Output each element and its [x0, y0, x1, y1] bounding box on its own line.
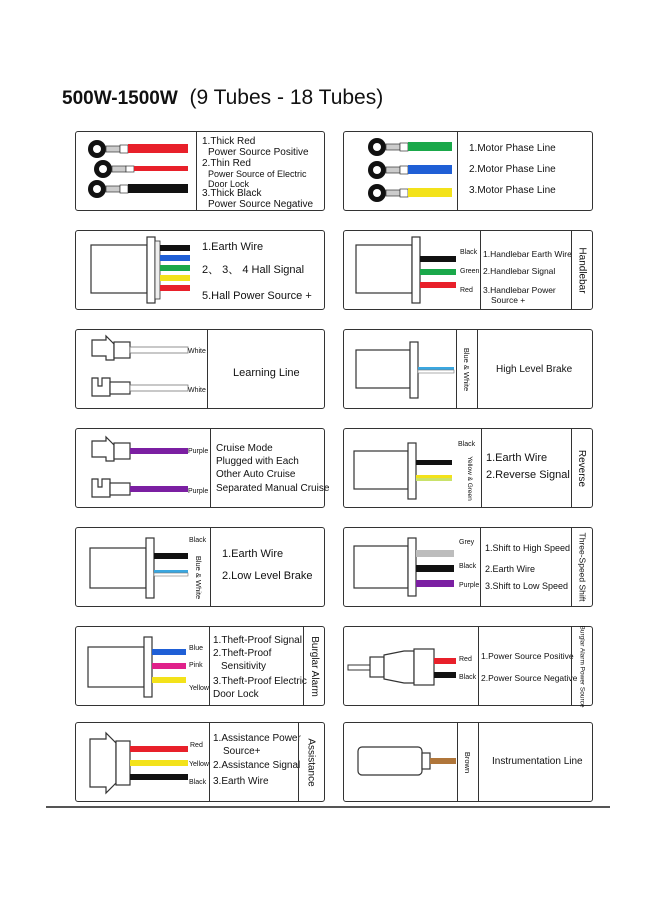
- bottom-rule: [46, 806, 610, 808]
- alarmpower-color-red: Red: [459, 656, 472, 663]
- cruise-label-2: Plugged with Each: [216, 456, 299, 467]
- threespeed-label-1: 1.Shift to High Speed: [485, 543, 571, 553]
- card-assistance: [75, 722, 325, 802]
- title-sub: (9 Tubes - 18 Tubes): [189, 86, 384, 109]
- card-alarm-power: [343, 626, 593, 706]
- card-low-brake: [75, 527, 325, 607]
- wire-white: [130, 385, 188, 391]
- handlebar-label-4: Source +: [491, 295, 526, 305]
- instrument-label: Instrumentation Line: [492, 756, 583, 767]
- wire-green: [420, 269, 456, 275]
- theft-label-5: Door Lock: [213, 689, 259, 700]
- threespeed-color-black: Black: [459, 563, 477, 570]
- card-divider: [457, 132, 458, 210]
- male-plug: [92, 437, 188, 461]
- hall-label-2: 2、 3、 4 Hall Signal: [202, 264, 305, 276]
- theft-color-blue: Blue: [189, 645, 204, 652]
- alarmpower-side-label: [572, 624, 592, 708]
- card-divider: [477, 330, 478, 408]
- theft-color-pink: Pink: [189, 662, 203, 669]
- reverse-side-text: Reverse: [576, 449, 588, 487]
- wire-white: [154, 573, 188, 576]
- theft-label-2: 2.Theft-Proof: [213, 648, 272, 659]
- handlebar-side-label: [572, 231, 592, 309]
- card-divider: [196, 132, 197, 210]
- reverse-label-2: 2.Reverse Signal: [486, 469, 570, 481]
- alarmpower-label-2: 2.Power Source Negative: [481, 673, 578, 683]
- cruise-color-2: Purple: [188, 488, 209, 495]
- reverse-label-1: 1.Earth Wire: [486, 452, 548, 464]
- wire-green: [416, 478, 452, 481]
- card-divider: [480, 231, 481, 309]
- wire-brown: [430, 758, 456, 764]
- page-title: [62, 86, 383, 110]
- card-motor-phase: [343, 131, 593, 211]
- handlebar-label-2: 2.Handlebar Signal: [483, 266, 556, 276]
- handlebar-color-black: Black: [460, 249, 478, 256]
- card-instrumentation: [343, 722, 593, 802]
- assist-side-text: Assistance: [306, 737, 318, 787]
- theft-label-3: Sensitivity: [221, 661, 267, 672]
- title-main: 500W-1500W: [62, 88, 178, 109]
- lowbrake-wire-colors: [189, 550, 209, 604]
- wire-thick-black: [128, 184, 188, 193]
- wire-pink: [152, 663, 186, 669]
- card-reverse: [343, 428, 593, 508]
- highbrake-vert-text: Blue & White: [462, 347, 472, 391]
- wire-yellow: [416, 475, 452, 478]
- card-divider: [210, 528, 211, 606]
- ring-terminal-3: [88, 180, 188, 198]
- wire-red: [434, 658, 456, 664]
- handlebar-label-1: 1.Handlebar Earth Wire: [483, 249, 572, 259]
- power-label-4: Power Source of Electric: [208, 169, 307, 179]
- assist-side-label: [299, 723, 324, 801]
- power-label-7: Power Source Negative: [208, 199, 314, 210]
- lowbrake-vert-text: Blue & White: [194, 555, 204, 599]
- handlebar-color-red: Red: [460, 287, 473, 294]
- handlebar-side-text: Handlebar: [576, 246, 588, 294]
- threespeed-side-text: Three-Speed Shift: [577, 532, 588, 602]
- motor-terminal-3: [368, 184, 452, 202]
- wire-purple: [130, 448, 188, 454]
- assist-color-black: Black: [189, 779, 207, 786]
- card-handlebar: [343, 230, 593, 310]
- wire-thin-red: [134, 166, 188, 171]
- wire-black: [434, 672, 456, 678]
- card-divider: [478, 627, 479, 705]
- wire-blue: [154, 570, 188, 573]
- card-divider: [207, 330, 208, 408]
- cruise-label-3: Other Auto Cruise: [216, 469, 296, 480]
- power-label-2: Power Source Positive: [208, 147, 309, 158]
- motor-terminal-2: [368, 161, 452, 179]
- handlebar-color-green: Green: [460, 268, 480, 275]
- card-divider: [480, 528, 481, 606]
- wire-black: [420, 256, 456, 262]
- wire-black: [416, 460, 452, 465]
- learning-color-2: White: [188, 387, 206, 394]
- power-label-1: 1.Thick Red: [202, 136, 256, 147]
- card-high-brake: [343, 329, 593, 409]
- card-theft-proof: [75, 626, 325, 706]
- highbrake-label: High Level Brake: [496, 364, 573, 375]
- theft-side-label: [304, 627, 324, 705]
- threespeed-color-grey: Grey: [459, 539, 475, 546]
- theft-label-1: 1.Theft-Proof Signal: [213, 635, 302, 646]
- reverse-wire-colors: [458, 451, 480, 505]
- wire-thick-red: [128, 144, 188, 153]
- wire-yellow: [130, 760, 188, 766]
- wire-yellow: [152, 677, 186, 683]
- wire-blue: [418, 367, 454, 370]
- wire-blue: [160, 255, 190, 261]
- theft-label-4: 3.Theft-Proof Electric: [213, 676, 307, 687]
- alarmpower-color-black: Black: [459, 674, 477, 681]
- card-cruise: [75, 428, 330, 508]
- card-learning: [75, 329, 325, 409]
- cruise-label-1: Cruise Mode: [216, 443, 273, 454]
- lowbrake-label-2: 2.Low Level Brake: [222, 570, 313, 582]
- lowbrake-color-black: Black: [189, 537, 207, 544]
- threespeed-color-purple: Purple: [459, 582, 480, 589]
- reverse-side-label: [572, 429, 592, 507]
- female-plug: [92, 479, 188, 497]
- card-divider: [209, 723, 210, 801]
- power-label-5: Door Lock: [208, 179, 250, 189]
- alarmpower-side-text: Burglar Alarm Power Source: [578, 624, 586, 708]
- card-divider: [210, 429, 211, 507]
- wire-black: [154, 553, 188, 559]
- male-plug: [92, 336, 188, 360]
- wire-purple: [130, 486, 188, 492]
- card-power-source: [75, 131, 325, 211]
- hall-label-1: 1.Earth Wire: [202, 241, 264, 253]
- alarmpower-label-1: 1.Power Source Positive: [481, 651, 574, 661]
- reverse-vert-text: Yellow & Green: [465, 455, 473, 501]
- wire-black: [416, 565, 454, 572]
- cruise-color-1: Purple: [188, 448, 209, 455]
- wire-white: [418, 370, 454, 373]
- ring-terminal-2: [94, 160, 188, 178]
- wire-green: [160, 265, 190, 271]
- theft-color-yellow: Yellow: [189, 685, 209, 692]
- power-label-6: 3.Thick Black: [202, 188, 262, 199]
- motor-label-3: 3.Motor Phase Line: [469, 185, 556, 196]
- threespeed-label-2: 2.Earth Wire: [485, 564, 536, 574]
- card-divider: [481, 429, 482, 507]
- wire-yellow: [408, 188, 452, 197]
- theft-side-text: Burglar Alarm: [308, 635, 320, 697]
- instrument-wire-colors: [458, 723, 478, 801]
- lowbrake-label-1: 1.Earth Wire: [222, 548, 284, 560]
- card-divider: [478, 723, 479, 801]
- handlebar-label-3: 3.Handlebar Power: [483, 285, 556, 295]
- ring-terminal-1: [88, 140, 188, 158]
- highbrake-wire-colors: [457, 330, 477, 408]
- reverse-color-black: Black: [458, 441, 476, 448]
- alarmpower-connector-drawing: [344, 624, 594, 708]
- assist-label-1: 1.Assistance Power: [213, 733, 301, 744]
- wire-white: [130, 347, 188, 353]
- motor-terminal-1: [368, 138, 452, 156]
- wire-green: [408, 142, 452, 151]
- cruise-label-4: Separated Manual Cruise: [216, 483, 330, 494]
- learning-color-1: White: [188, 348, 206, 355]
- wire-blue: [152, 649, 186, 655]
- threespeed-side-label: [572, 528, 592, 606]
- motor-label-2: 2.Motor Phase Line: [469, 164, 556, 175]
- card-hall: [75, 230, 325, 310]
- wire-blue: [408, 165, 452, 174]
- instrument-vert-text: Brown: [463, 751, 473, 773]
- wire-black: [130, 774, 188, 780]
- wire-purple: [416, 580, 454, 587]
- assist-label-3: 2.Assistance Signal: [213, 760, 301, 771]
- card-divider: [209, 627, 210, 705]
- assist-color-yellow: Yellow: [189, 761, 209, 768]
- motor-label-1: 1.Motor Phase Line: [469, 143, 556, 154]
- assist-label-2: Source+: [223, 746, 261, 757]
- wire-black: [160, 245, 190, 251]
- learning-label: Learning Line: [233, 367, 300, 379]
- threespeed-label-3: 3.Shift to Low Speed: [485, 581, 569, 591]
- power-label-3: 2.Thin Red: [202, 158, 251, 169]
- wire-grey: [416, 550, 454, 557]
- wire-red: [420, 282, 456, 288]
- female-plug: [92, 378, 188, 396]
- assist-label-4: 3.Earth Wire: [213, 776, 269, 787]
- hall-label-3: 5.Hall Power Source +: [202, 290, 312, 302]
- wire-red: [130, 746, 188, 752]
- card-three-speed: [343, 527, 593, 607]
- wire-red: [160, 285, 190, 291]
- wire-yellow: [160, 275, 190, 281]
- assist-color-red: Red: [190, 742, 203, 749]
